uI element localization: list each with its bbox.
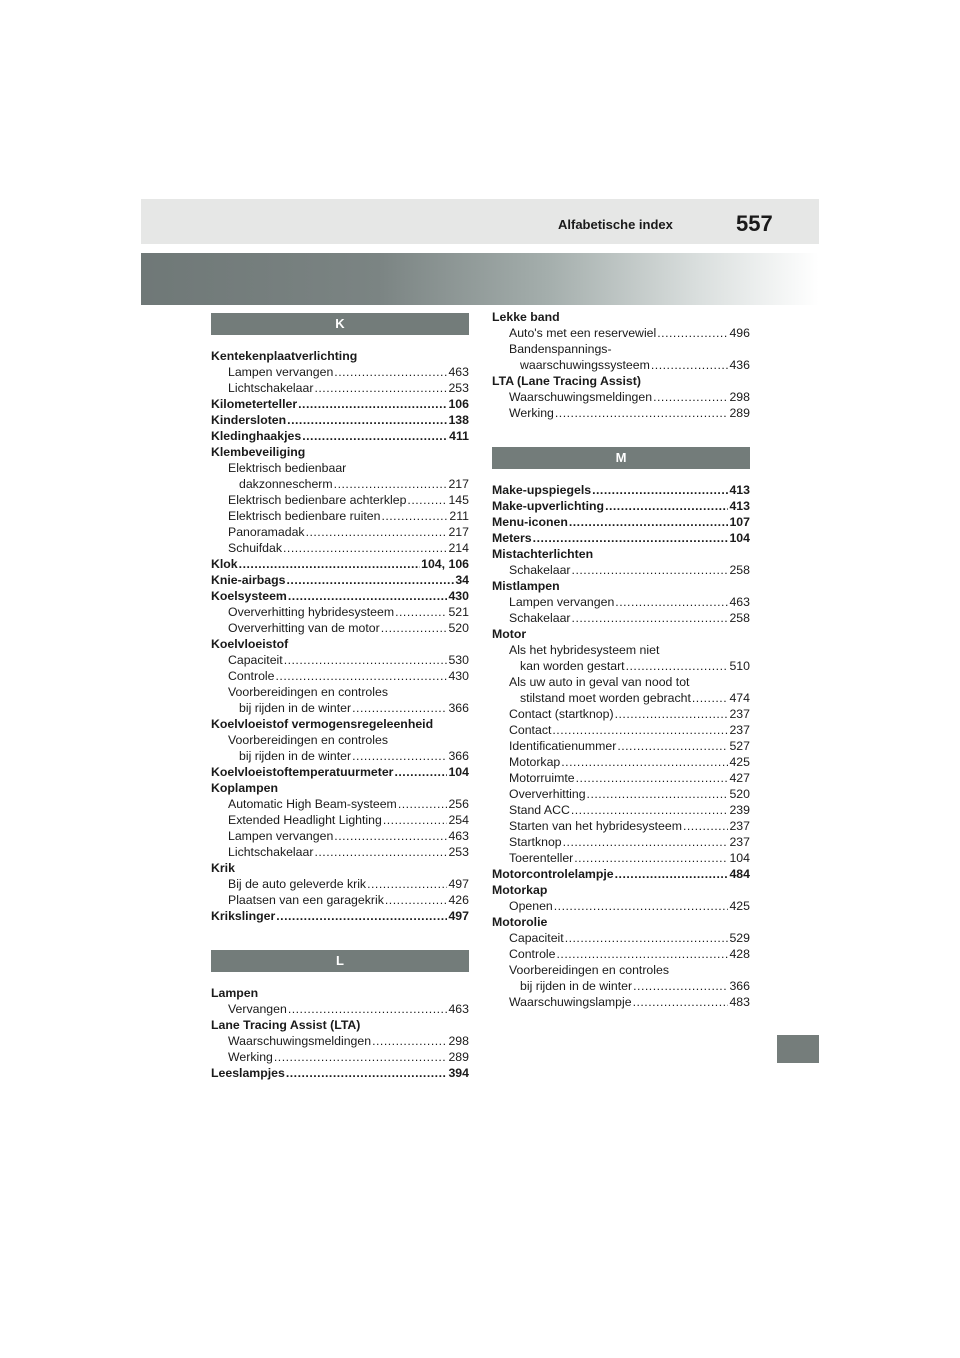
entry-label: Kentekenplaatverlichting <box>211 349 358 363</box>
page-reference: 474 <box>729 691 750 705</box>
index-entry <box>492 514 750 530</box>
page-number: 557 <box>736 211 773 236</box>
page-reference: 463 <box>448 365 469 379</box>
leader-dots <box>615 594 728 610</box>
index-entry <box>492 706 750 722</box>
leader-dots <box>692 690 729 706</box>
page-reference: 463 <box>448 829 469 843</box>
index-entry <box>211 764 469 780</box>
entry-label: Klok <box>211 557 238 571</box>
leader-dots <box>298 396 447 412</box>
leader-dots <box>352 748 447 764</box>
entry-label: Menu-iconen <box>492 515 568 529</box>
index-entry <box>492 642 750 658</box>
entry-label: bij rijden in de winter <box>239 701 352 715</box>
leader-dots <box>615 706 729 722</box>
entry-label: Kilometerteller <box>211 397 298 411</box>
index-entry <box>211 508 469 524</box>
leader-dots <box>302 428 448 444</box>
index-entry <box>492 866 750 882</box>
index-entry <box>211 1017 469 1033</box>
index-entry <box>492 930 750 946</box>
page-reference: 497 <box>448 877 469 891</box>
entry-label: Waarschuwingslampje <box>509 995 632 1009</box>
page-reference: 428 <box>729 947 750 961</box>
entry-label: Meters <box>492 531 532 545</box>
entry-label: Oververhitting <box>509 787 586 801</box>
entry-label: bij rijden in de winter <box>520 979 633 993</box>
page-reference: 426 <box>448 893 469 907</box>
section-spacer <box>492 421 750 447</box>
index-entry <box>211 668 469 684</box>
entry-label: Kindersloten <box>211 413 287 427</box>
leader-dots <box>633 978 728 994</box>
page-reference: 430 <box>448 589 469 603</box>
index-entry <box>211 780 469 796</box>
leader-dots <box>381 620 448 636</box>
leader-dots <box>367 876 447 892</box>
entry-label: Als het hybridesysteem niet <box>509 643 660 657</box>
page-reference: 253 <box>448 845 469 859</box>
leader-dots <box>372 1033 447 1049</box>
index-entry <box>492 594 750 610</box>
entry-label: Controle <box>228 669 275 683</box>
leader-dots <box>569 514 729 530</box>
index-entry <box>211 985 469 1001</box>
index-entry <box>211 860 469 876</box>
index-entry <box>211 892 469 908</box>
page-reference: 484 <box>729 867 750 881</box>
entry-label: Lampen vervangen <box>509 595 615 609</box>
entry-label: Koplampen <box>211 781 278 795</box>
leader-dots <box>563 834 729 850</box>
index-entry <box>211 1065 469 1081</box>
index-entry <box>211 700 469 716</box>
page-reference: 256 <box>448 797 469 811</box>
entry-label: Capaciteit <box>509 931 564 945</box>
entry-label: Kledinghaakjes <box>211 429 302 443</box>
entry-label: Voorbereidingen en controles <box>228 685 388 699</box>
leader-dots <box>381 508 448 524</box>
leader-dots <box>407 492 447 508</box>
leader-dots <box>288 1001 448 1017</box>
index-entry <box>211 684 469 700</box>
index-entry <box>492 786 750 802</box>
index-entry <box>492 373 750 389</box>
index-entry <box>211 828 469 844</box>
entry-label: Motorruimte <box>509 771 575 785</box>
index-entry <box>211 652 469 668</box>
leader-dots <box>576 770 729 786</box>
leader-dots <box>284 652 448 668</box>
page-reference: 527 <box>729 739 750 753</box>
page-reference: 104 <box>729 531 750 545</box>
entry-label: Startknop <box>509 835 562 849</box>
index-entry <box>211 556 469 572</box>
page-reference: 145 <box>448 493 469 507</box>
index-entry <box>492 962 750 978</box>
page-reference: 258 <box>729 611 750 625</box>
index-entry <box>492 674 750 690</box>
index-entry <box>492 578 750 594</box>
entry-label: Schakelaar <box>509 611 571 625</box>
leader-dots <box>572 610 729 626</box>
entry-label: Krikslinger <box>211 909 276 923</box>
leader-dots <box>352 700 447 716</box>
entry-label: Bandenspannings- <box>509 342 612 356</box>
page-reference: 366 <box>448 701 469 715</box>
page-reference: 214 <box>448 541 469 555</box>
page-reference: 430 <box>448 669 469 683</box>
entry-label: Voorbereidingen en controles <box>228 733 388 747</box>
index-entry <box>492 482 750 498</box>
leader-dots <box>615 866 729 882</box>
leader-dots <box>651 357 729 373</box>
section-spacer <box>211 924 469 950</box>
index-entry <box>211 476 469 492</box>
leader-dots <box>617 738 728 754</box>
index-entry <box>492 546 750 562</box>
entry-label: Mistachterlichten <box>492 547 594 561</box>
page-reference: 104 <box>729 851 750 865</box>
leader-dots <box>274 1049 448 1065</box>
leader-dots <box>283 540 447 556</box>
letter-heading: M <box>492 447 750 469</box>
index-entry <box>211 636 469 652</box>
entry-label: Motorkap <box>509 755 561 769</box>
leader-dots <box>239 556 420 572</box>
index-entry <box>211 604 469 620</box>
index-entry <box>492 834 750 850</box>
page-reference: 104 <box>448 765 469 779</box>
entry-label: Elektrisch bedienbare ruiten <box>228 509 381 523</box>
entry-label: Motorkap <box>492 883 548 897</box>
index-entry <box>211 540 469 556</box>
entry-label: Koelsysteem <box>211 589 287 603</box>
index-entry <box>211 796 469 812</box>
leader-dots <box>556 946 728 962</box>
leader-dots <box>653 389 728 405</box>
page-reference: 529 <box>729 931 750 945</box>
page-reference: 298 <box>729 390 750 404</box>
index-entry <box>492 898 750 914</box>
entry-label: Waarschuwingsmeldingen <box>228 1034 372 1048</box>
leader-dots <box>334 476 448 492</box>
index-entry <box>211 812 469 828</box>
entry-label: Capaciteit <box>228 653 283 667</box>
index-entry <box>492 405 750 421</box>
page-reference: 510 <box>729 659 750 673</box>
page-reference: 253 <box>448 381 469 395</box>
entry-label: Voorbereidingen en controles <box>509 963 669 977</box>
leader-dots <box>657 325 728 341</box>
entry-label: Lampen vervangen <box>228 365 334 379</box>
page-reference: 530 <box>448 653 469 667</box>
section-spacer <box>211 972 469 985</box>
index-column-right <box>492 309 750 1010</box>
index-entry <box>211 572 469 588</box>
leader-dots <box>334 828 447 844</box>
leader-dots <box>554 898 729 914</box>
entry-label: Automatic High Beam-systeem <box>228 797 397 811</box>
index-entry <box>492 498 750 514</box>
entry-label: Identificatienummer <box>509 739 617 753</box>
index-entry <box>492 994 750 1010</box>
entry-label: Waarschuwingsmeldingen <box>509 390 653 404</box>
entry-label: Schuifdak <box>228 541 283 555</box>
index-entry <box>211 844 469 860</box>
entry-label: Make-upspiegels <box>492 483 592 497</box>
entry-label: Koelvloeistoftemperatuurmeter <box>211 765 394 779</box>
decorative-gradient-band <box>141 253 819 305</box>
entry-label: waarschuwingssysteem <box>520 358 650 372</box>
leader-dots <box>626 658 729 674</box>
index-entry <box>211 748 469 764</box>
entry-label: Als uw auto in geval van nood tot <box>509 675 690 689</box>
index-entry <box>492 690 750 706</box>
index-entry <box>211 1001 469 1017</box>
entry-label: Schakelaar <box>509 563 571 577</box>
index-entry <box>492 325 750 341</box>
page-reference: 427 <box>729 771 750 785</box>
index-entry <box>211 1049 469 1065</box>
entry-label: Motor <box>492 627 527 641</box>
index-entry <box>492 626 750 642</box>
leader-dots <box>572 562 729 578</box>
leader-dots <box>552 722 728 738</box>
leader-dots <box>314 844 447 860</box>
index-entry <box>492 738 750 754</box>
index-entry <box>492 658 750 674</box>
entry-label: Openen <box>509 899 553 913</box>
page-reference: 138 <box>448 413 469 427</box>
page-title: Alfabetische index <box>558 217 673 232</box>
index-entry <box>492 978 750 994</box>
page-reference: 413 <box>729 483 750 497</box>
section-spacer <box>492 469 750 482</box>
entry-label: Toerenteller <box>509 851 574 865</box>
entry-label: Elektrisch bedienbare achterklep <box>228 493 407 507</box>
entry-label: Knie-airbags <box>211 573 286 587</box>
index-entry <box>492 530 750 546</box>
leader-dots <box>383 812 448 828</box>
entry-label: Bij de auto geleverde krik <box>228 877 367 891</box>
page-reference: 237 <box>729 723 750 737</box>
entry-label: bij rijden in de winter <box>239 749 352 763</box>
leader-dots <box>683 818 729 834</box>
page-reference: 520 <box>729 787 750 801</box>
header-band <box>141 199 819 244</box>
entry-label: Contact <box>509 723 552 737</box>
entry-label: Lichtschakelaar <box>228 381 314 395</box>
index-entry <box>211 364 469 380</box>
leader-dots <box>385 892 448 908</box>
index-entry <box>211 492 469 508</box>
entry-label: Werking <box>228 1050 273 1064</box>
entry-label: Koelvloeistof vermogensregeleenheid <box>211 717 434 731</box>
index-entry <box>492 818 750 834</box>
entry-label: Werking <box>509 406 554 420</box>
letter-heading: L <box>211 950 469 972</box>
page-reference: 254 <box>448 813 469 827</box>
page-reference: 237 <box>729 707 750 721</box>
page-reference: 496 <box>729 326 750 340</box>
page-reference: 520 <box>448 621 469 635</box>
page-reference: 217 <box>448 525 469 539</box>
leader-dots <box>286 572 454 588</box>
leader-dots <box>287 412 447 428</box>
page-reference: 483 <box>729 995 750 1009</box>
entry-label: Oververhitting hybridesysteem <box>228 605 395 619</box>
leader-dots <box>306 524 448 540</box>
entry-label: dakzonnescherm <box>239 477 333 491</box>
leader-dots <box>394 764 447 780</box>
leader-dots <box>334 364 447 380</box>
page-reference: 217 <box>448 477 469 491</box>
entry-label: Controle <box>509 947 556 961</box>
entry-label: Lane Tracing Assist (LTA) <box>211 1018 361 1032</box>
entry-label: Krik <box>211 861 235 875</box>
leader-dots <box>275 668 447 684</box>
entry-label: Make-upverlichting <box>492 499 605 513</box>
index-entry <box>211 716 469 732</box>
leader-dots <box>633 994 729 1010</box>
chapter-tab <box>777 1035 819 1063</box>
page-reference: 289 <box>448 1050 469 1064</box>
page-reference: 425 <box>729 755 750 769</box>
page-reference: 106 <box>448 397 469 411</box>
index-entry <box>211 620 469 636</box>
page-reference: 394 <box>448 1066 469 1080</box>
page-reference: 237 <box>729 835 750 849</box>
page-reference: 258 <box>729 563 750 577</box>
index-entry <box>492 850 750 866</box>
page-reference: 463 <box>729 595 750 609</box>
leader-dots <box>314 380 447 396</box>
entry-label: Lekke band <box>492 310 560 324</box>
index-entry <box>211 428 469 444</box>
index-entry <box>211 460 469 476</box>
letter-heading: K <box>211 313 469 335</box>
page-reference: 211 <box>449 509 469 523</box>
leader-dots <box>398 796 448 812</box>
section-spacer <box>211 335 469 348</box>
leader-dots <box>592 482 728 498</box>
index-entry <box>492 802 750 818</box>
page-reference: 413 <box>729 499 750 513</box>
entry-label: Panoramadak <box>228 525 305 539</box>
page-reference: 107 <box>729 515 750 529</box>
leader-dots <box>571 802 729 818</box>
entry-label: Lampen <box>211 986 259 1000</box>
index-entry <box>211 396 469 412</box>
index-entry <box>492 562 750 578</box>
entry-label: kan worden gestart <box>520 659 625 673</box>
index-entry <box>211 348 469 364</box>
index-entry <box>211 588 469 604</box>
index-entry <box>211 908 469 924</box>
page-reference: 436 <box>729 358 750 372</box>
index-entry <box>492 754 750 770</box>
leader-dots <box>555 405 729 421</box>
leader-dots <box>288 588 448 604</box>
page-reference: 237 <box>729 819 750 833</box>
index-entry <box>492 722 750 738</box>
index-column-left <box>211 313 469 1081</box>
index-entry <box>492 882 750 898</box>
index-entry <box>211 444 469 460</box>
entry-label: Lampen vervangen <box>228 829 334 843</box>
index-entry <box>492 610 750 626</box>
entry-label: Auto's met een reservewiel <box>509 326 657 340</box>
entry-label: stilstand moet worden gebracht <box>520 691 691 705</box>
page-reference: 366 <box>448 749 469 763</box>
entry-label: Lichtschakelaar <box>228 845 314 859</box>
leader-dots <box>587 786 729 802</box>
index-entry <box>492 309 750 325</box>
leader-dots <box>565 930 729 946</box>
page-reference: 104, 106 <box>421 557 469 571</box>
index-entry <box>211 1033 469 1049</box>
entry-label: Contact (startknop) <box>509 707 614 721</box>
index-entry <box>492 357 750 373</box>
leader-dots <box>533 530 729 546</box>
entry-label: Extended Headlight Lighting <box>228 813 382 827</box>
entry-label: Leeslampjes <box>211 1066 285 1080</box>
index-entry <box>492 341 750 357</box>
entry-label: Mistlampen <box>492 579 560 593</box>
page-reference: 521 <box>448 605 469 619</box>
index-entry <box>211 524 469 540</box>
entry-label: Starten van het hybridesysteem <box>509 819 682 833</box>
leader-dots <box>605 498 728 514</box>
page-reference: 289 <box>729 406 750 420</box>
index-entry <box>211 876 469 892</box>
index-entry <box>492 389 750 405</box>
index-entry <box>492 914 750 930</box>
index-entry <box>492 946 750 962</box>
page-reference: 239 <box>729 803 750 817</box>
index-entry <box>492 770 750 786</box>
entry-label: Klembeveiliging <box>211 445 306 459</box>
entry-label: Elektrisch bedienbaar <box>228 461 347 475</box>
entry-label: Stand ACC <box>509 803 570 817</box>
page-reference: 34 <box>455 573 469 587</box>
page-reference: 366 <box>729 979 750 993</box>
index-entry <box>211 412 469 428</box>
entry-label: Koelvloeistof <box>211 637 289 651</box>
entry-label: Plaatsen van een garagekrik <box>228 893 384 907</box>
leader-dots <box>561 754 728 770</box>
page-reference: 411 <box>449 429 469 443</box>
index-entry <box>211 732 469 748</box>
entry-label: Oververhitting van de motor <box>228 621 380 635</box>
entry-label: Vervangen <box>228 1002 287 1016</box>
entry-label: Motorolie <box>492 915 548 929</box>
leader-dots <box>574 850 728 866</box>
index-entry <box>211 380 469 396</box>
entry-label: LTA (Lane Tracing Assist) <box>492 374 641 388</box>
leader-dots <box>276 908 447 924</box>
page-reference: 425 <box>729 899 750 913</box>
page-reference: 463 <box>448 1002 469 1016</box>
page-reference: 497 <box>448 909 469 923</box>
entry-label: Motorcontrolelampje <box>492 867 614 881</box>
leader-dots <box>286 1065 448 1081</box>
page-reference: 298 <box>448 1034 469 1048</box>
leader-dots <box>395 604 447 620</box>
